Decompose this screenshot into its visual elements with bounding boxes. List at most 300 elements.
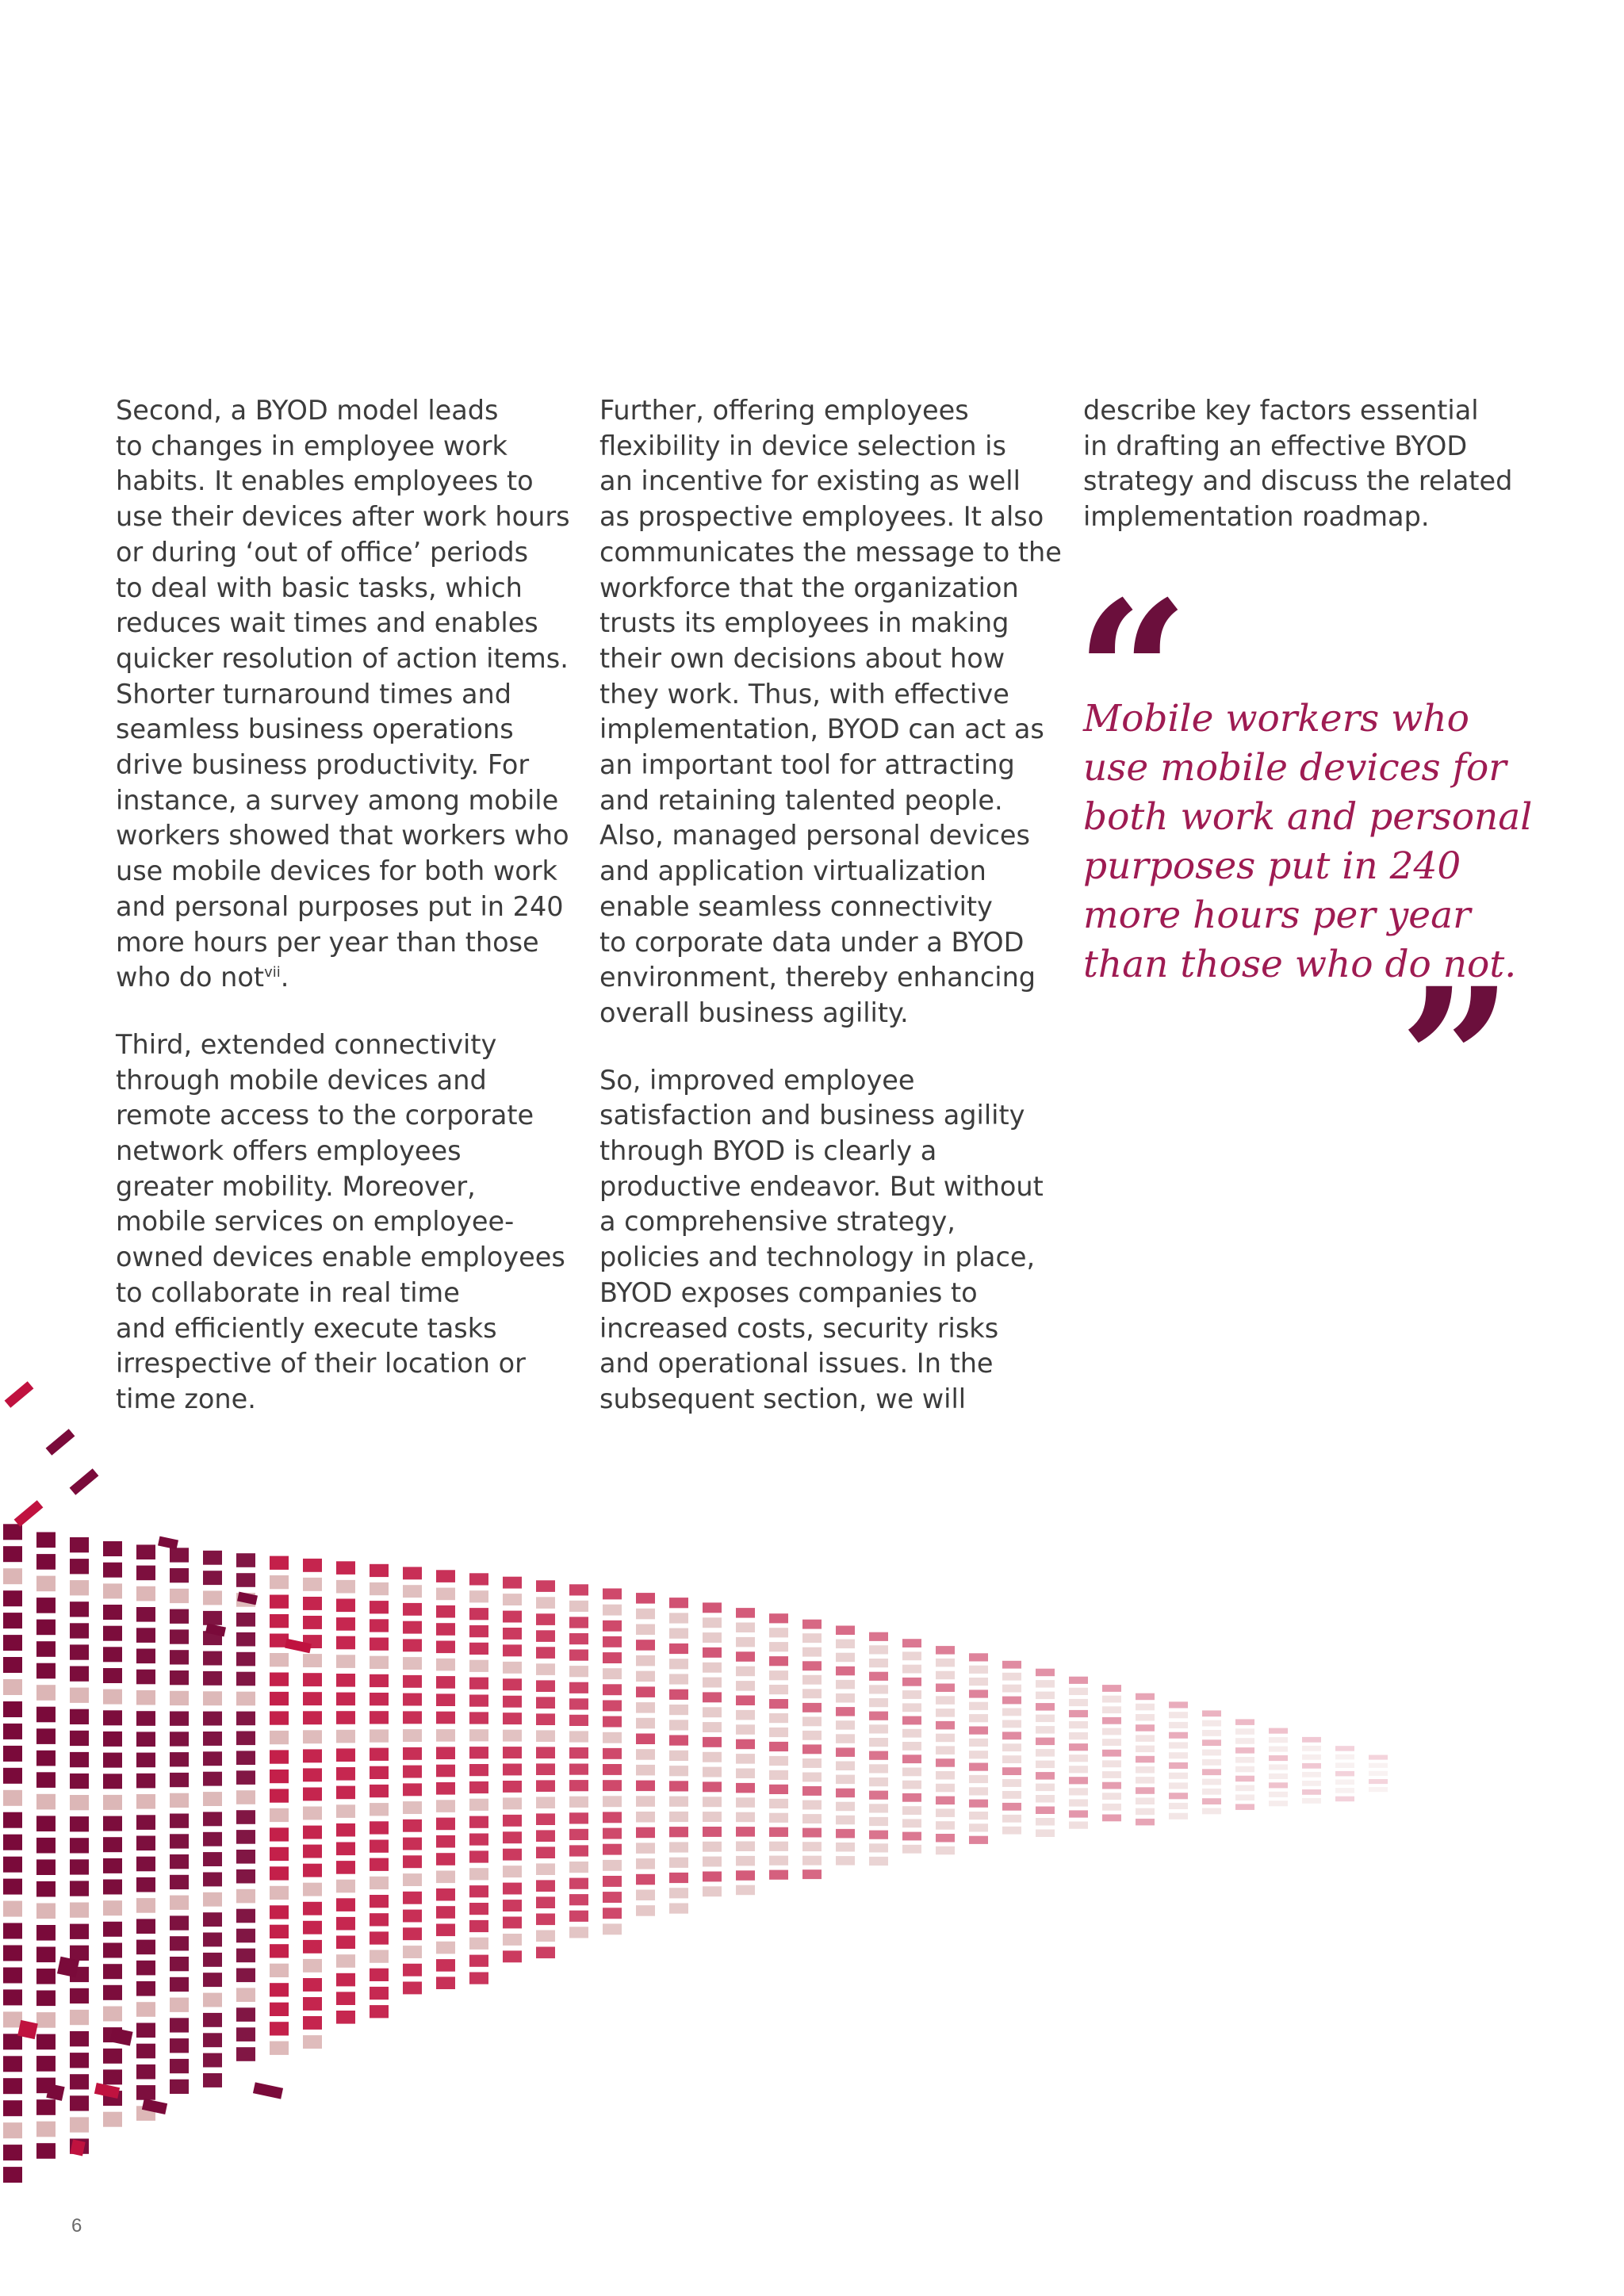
wave-tile	[836, 1816, 855, 1825]
wave-tile	[70, 1667, 89, 1682]
wave-tile	[769, 1756, 788, 1766]
wave-tile	[3, 1524, 22, 1540]
wave-tile	[869, 1764, 888, 1773]
wave-tile	[869, 1777, 888, 1786]
wave-tile	[669, 1613, 688, 1623]
wave-tile	[1002, 1755, 1021, 1763]
wave-tile	[1036, 1772, 1055, 1780]
wave-tile	[1302, 1781, 1321, 1786]
wave-tile	[669, 1827, 688, 1837]
wave-tile	[703, 1767, 722, 1777]
wave-tile	[703, 1797, 722, 1807]
wave-tile	[836, 1667, 855, 1676]
wave-tile	[336, 1730, 355, 1743]
wave-tile	[303, 1711, 322, 1724]
wave-tile	[636, 1640, 655, 1651]
wave-tile	[736, 1856, 755, 1866]
wave-tile	[703, 1842, 722, 1852]
wave-tile	[736, 1739, 755, 1750]
wave-tile	[769, 1670, 788, 1680]
wave-tile	[236, 1830, 255, 1844]
wave-tile	[736, 1667, 755, 1677]
wave-tile	[1069, 1799, 1088, 1806]
wave-tile	[94, 2083, 120, 2099]
wave-tile	[1269, 1747, 1288, 1752]
wave-tile	[336, 1674, 355, 1687]
wave-tile	[136, 1898, 155, 1913]
wave-tile	[270, 2042, 289, 2055]
wave-tile	[236, 1732, 255, 1746]
wave-tile	[802, 1703, 822, 1712]
text-line: BYOD exposes companies to	[599, 1276, 978, 1308]
wave-tile	[136, 1566, 155, 1581]
wave-tile	[703, 1872, 722, 1882]
wave-tile	[403, 1910, 422, 1923]
wave-tile	[236, 1850, 255, 1864]
wave-tile	[36, 1816, 56, 1831]
wave-tile	[36, 1728, 56, 1744]
wave-tile	[902, 1781, 921, 1789]
text-line: an incentive for existing as well	[599, 465, 1021, 497]
text-line: use their devices after work hours	[116, 501, 570, 533]
wave-tile	[3, 2011, 22, 2027]
wave-tile	[869, 1791, 888, 1800]
wave-tile	[1335, 1746, 1354, 1751]
wave-tile	[603, 1908, 622, 1919]
wave-tile	[136, 1670, 155, 1685]
wave-tile	[469, 1590, 488, 1602]
wave-tile	[636, 1718, 655, 1729]
wave-tile	[869, 1724, 888, 1733]
wave-tile	[403, 1657, 422, 1670]
wave-tile	[869, 1685, 888, 1693]
wave-tile	[236, 1751, 255, 1765]
decorative-pixel-wave	[0, 1348, 1624, 2220]
wave-tile	[802, 1620, 822, 1629]
wave-tile	[902, 1806, 921, 1815]
wave-tile	[802, 1647, 822, 1657]
wave-tile	[603, 1780, 622, 1791]
wave-tile	[370, 1748, 389, 1761]
wave-tile	[536, 1797, 555, 1808]
text-line: to deal with basic tasks, which	[116, 572, 523, 603]
wave-tile	[503, 1781, 522, 1793]
wave-tile	[436, 1871, 455, 1884]
wave-tile	[669, 1735, 688, 1746]
wave-tile	[36, 1554, 56, 1570]
wave-tile	[1036, 1680, 1055, 1688]
wave-tile	[1002, 1827, 1021, 1835]
wave-tile	[203, 2053, 222, 2068]
wave-tile	[170, 1896, 189, 1910]
wave-tile	[1136, 1735, 1155, 1742]
wave-tile	[36, 1576, 56, 1592]
paragraph-talent	[599, 393, 1062, 1031]
wave-tile	[236, 1692, 255, 1706]
wave-tile	[636, 1734, 655, 1745]
wave-tile	[3, 1857, 22, 1873]
wave-tile	[503, 1644, 522, 1656]
text-line: satisfaction and business agility	[599, 1100, 1025, 1131]
wave-tile	[503, 1866, 522, 1877]
wave-tile	[469, 1903, 488, 1915]
wave-tile	[569, 1633, 588, 1644]
wave-tile	[303, 1807, 322, 1820]
wave-tile	[236, 2007, 255, 2022]
wave-tile	[636, 1890, 655, 1901]
wave-tile	[902, 1703, 921, 1712]
wave-tile	[1002, 1709, 1021, 1716]
wave-tile	[703, 1678, 722, 1688]
wave-tile	[136, 1753, 155, 1768]
wave-tile	[569, 1617, 588, 1628]
wave-tile	[170, 1629, 189, 1644]
wave-tile	[1036, 1726, 1055, 1734]
body-column-3	[1083, 393, 1527, 567]
wave-tile	[936, 1684, 955, 1693]
wave-tile	[836, 1843, 855, 1852]
wave-tile	[1069, 1699, 1088, 1706]
text-line: irrespective of their location or	[116, 1348, 526, 1380]
wave-tile	[703, 1602, 722, 1613]
text-line: Third, extended connectivity	[116, 1028, 497, 1060]
wave-tile	[736, 1842, 755, 1852]
wave-tile	[1202, 1789, 1221, 1795]
wave-tile	[170, 1670, 189, 1685]
wave-tile	[1136, 1746, 1155, 1753]
text-line: an important tool for attracting	[599, 749, 1015, 781]
wave-tile	[836, 1653, 855, 1663]
wave-tile	[103, 1732, 122, 1747]
wave-tile	[736, 1783, 755, 1793]
wave-tile	[270, 1673, 289, 1686]
wave-tile	[769, 1656, 788, 1666]
wave-tile	[1302, 1789, 1321, 1795]
text-line: remote access to the corporate	[116, 1100, 534, 1131]
wave-tile	[370, 1601, 389, 1613]
wave-tile	[303, 1749, 322, 1762]
wave-tile	[669, 1766, 688, 1776]
wave-tile	[1036, 1749, 1055, 1757]
text-line: policies and technology in place,	[599, 1242, 1036, 1273]
wave-tile	[669, 1644, 688, 1654]
wave-tile	[236, 2047, 255, 2061]
text-line: a comprehensive strategy,	[599, 1206, 956, 1238]
wave-tile	[569, 1666, 588, 1677]
wave-tile	[103, 1605, 122, 1620]
wave-tile	[902, 1639, 921, 1647]
wave-tile	[336, 2011, 355, 2024]
wave-tile	[636, 1702, 655, 1713]
text-line: through mobile devices and	[116, 1064, 487, 1096]
wave-tile	[370, 1693, 389, 1705]
wave-tile	[802, 1661, 822, 1670]
wave-tile	[669, 1598, 688, 1608]
wave-tile	[736, 1797, 755, 1808]
wave-tile	[636, 1781, 655, 1792]
wave-tile	[103, 1647, 122, 1662]
wave-tile	[769, 1713, 788, 1723]
wave-tile	[203, 2073, 222, 2087]
wave-tile	[469, 1747, 488, 1758]
wave-tile	[503, 1730, 522, 1742]
wave-tile	[603, 1605, 622, 1616]
wave-tile	[736, 1623, 755, 1633]
wave-tile	[203, 2013, 222, 2027]
wave-tile	[869, 1698, 888, 1707]
wave-tile	[536, 1880, 555, 1892]
wave-tile	[370, 1840, 389, 1853]
wave-tile	[3, 1724, 22, 1739]
wave-tile	[203, 1712, 222, 1726]
wave-tile	[303, 1730, 322, 1743]
wave-tile	[569, 1650, 588, 1661]
wave-tile	[469, 1973, 488, 1984]
text-line: mobile services on employee-	[116, 1206, 515, 1238]
wave-tile	[936, 1646, 955, 1655]
wave-tile	[1102, 1750, 1121, 1757]
wave-tile	[70, 1468, 99, 1495]
wave-tile	[1169, 1813, 1188, 1820]
wave-tile	[303, 1616, 322, 1629]
wave-tile	[603, 1748, 622, 1759]
text-line: reduces wait times and enables	[116, 607, 538, 639]
text-line: use mobile devices for both work	[116, 855, 557, 887]
wave-tile	[270, 1653, 289, 1667]
wave-tile	[70, 1623, 89, 1638]
wave-tile	[103, 1563, 122, 1578]
wave-tile	[270, 1847, 289, 1861]
wave-tile	[736, 1637, 755, 1647]
wave-tile	[802, 1731, 822, 1740]
wave-tile	[336, 1861, 355, 1874]
wave-tile	[236, 2027, 255, 2042]
wave-tile	[336, 1954, 355, 1968]
wave-tile	[1136, 1704, 1155, 1711]
wave-tile	[1036, 1818, 1055, 1826]
wave-tile	[769, 1842, 788, 1851]
wave-tile	[170, 1752, 189, 1766]
wave-tile	[703, 1647, 722, 1658]
wave-tile	[836, 1789, 855, 1798]
wave-tile	[469, 1938, 488, 1950]
wave-tile	[1069, 1721, 1088, 1728]
wave-tile	[536, 1846, 555, 1858]
open-quote-icon: “	[1075, 557, 1189, 790]
wave-tile	[769, 1613, 788, 1623]
wave-tile	[769, 1785, 788, 1794]
wave-tile	[36, 1969, 56, 1984]
wave-tile	[170, 1548, 189, 1562]
wave-tile	[303, 1978, 322, 1992]
pull-quote-line: than those who do not.	[1083, 943, 1517, 986]
wave-tile	[170, 1568, 189, 1582]
wave-tile	[569, 1698, 588, 1709]
wave-tile	[3, 1923, 22, 1939]
wave-tile	[636, 1812, 655, 1823]
wave-tile	[336, 1804, 355, 1818]
wave-tile	[469, 1885, 488, 1897]
wave-tile	[936, 1659, 955, 1667]
wave-tile	[1335, 1780, 1354, 1785]
wave-tile	[403, 1639, 422, 1651]
wave-tile	[436, 1818, 455, 1831]
wave-tile	[170, 1834, 189, 1848]
wave-tile	[203, 1591, 222, 1605]
wave-tile	[802, 1856, 822, 1866]
footnote-reference: vii	[264, 964, 281, 982]
wave-tile	[36, 1620, 56, 1636]
wave-tile	[136, 1857, 155, 1872]
wave-tile	[902, 1742, 921, 1751]
wave-tile	[902, 1845, 921, 1854]
wave-tile	[170, 1589, 189, 1603]
wave-tile	[1002, 1720, 1021, 1728]
wave-tile	[802, 1814, 822, 1823]
wave-tile	[103, 1710, 122, 1725]
wave-tile	[469, 1764, 488, 1776]
wave-tile	[603, 1812, 622, 1823]
wave-tile	[503, 1849, 522, 1861]
wave-tile	[1002, 1697, 1021, 1705]
wave-tile	[136, 1649, 155, 1664]
wave-tile	[1235, 1728, 1254, 1735]
wave-tile	[536, 1931, 555, 1942]
wave-tile	[1069, 1710, 1088, 1717]
wave-tile	[636, 1593, 655, 1604]
wave-tile	[136, 1877, 155, 1892]
wave-tile	[703, 1632, 722, 1643]
wave-tile	[536, 1580, 555, 1592]
wave-tile	[303, 1559, 322, 1572]
wave-tile	[1202, 1730, 1221, 1736]
wave-tile	[1002, 1732, 1021, 1739]
wave-tile	[536, 1680, 555, 1692]
text-line: quicker resolution of action items.	[116, 642, 569, 674]
wave-tile	[469, 1955, 488, 1967]
wave-tile	[969, 1787, 988, 1795]
wave-tile	[403, 1801, 422, 1814]
wave-tile	[1369, 1779, 1388, 1784]
wave-tile	[603, 1716, 622, 1728]
wave-tile	[469, 1850, 488, 1862]
wave-tile	[669, 1751, 688, 1761]
wave-tile	[836, 1829, 855, 1839]
wave-tile	[436, 1747, 455, 1759]
wave-tile	[1069, 1677, 1088, 1684]
wave-tile	[1202, 1798, 1221, 1804]
text-line: to corporate data under a BYOD	[599, 926, 1025, 958]
wave-tile	[536, 1630, 555, 1642]
wave-tile	[936, 1721, 955, 1730]
wave-tile	[603, 1668, 622, 1679]
wave-tile	[603, 1764, 622, 1775]
wave-tile	[1102, 1717, 1121, 1724]
text-line: or during ‘out of office’ periods	[116, 536, 529, 568]
wave-tile	[336, 1693, 355, 1706]
wave-tile	[469, 1816, 488, 1828]
text-line: and retaining talented people.	[599, 784, 1003, 816]
wave-tile	[70, 1903, 89, 1918]
wave-tile	[70, 1774, 89, 1789]
wave-tile	[802, 1828, 822, 1838]
wave-tile	[303, 1845, 322, 1858]
wave-tile	[1202, 1769, 1221, 1775]
wave-tile	[136, 1732, 155, 1747]
wave-tile	[469, 1920, 488, 1932]
wave-tile	[36, 1598, 56, 1613]
wave-tile	[1036, 1669, 1055, 1677]
wave-tile	[303, 1921, 322, 1934]
wave-tile	[436, 1853, 455, 1866]
wave-tile	[270, 1750, 289, 1763]
wave-tile	[569, 1862, 588, 1873]
wave-tile	[70, 1537, 89, 1552]
wave-tile	[403, 1693, 422, 1706]
wave-tile	[1202, 1779, 1221, 1785]
wave-tile	[936, 1709, 955, 1717]
wave-tile	[203, 1691, 222, 1705]
wave-tile	[769, 1770, 788, 1780]
wave-tile	[969, 1823, 988, 1831]
pull-quote-line: purposes put in 240	[1083, 844, 1461, 888]
wave-tile	[70, 1838, 89, 1853]
text-line: they work. Thus, with effective	[599, 678, 1009, 710]
wave-tile	[103, 1795, 122, 1810]
wave-tile	[70, 1924, 89, 1939]
wave-tile	[969, 1763, 988, 1771]
wave-tile	[403, 1675, 422, 1688]
wave-tile	[1036, 1703, 1055, 1711]
wave-tile	[536, 1647, 555, 1659]
wave-tile	[569, 1584, 588, 1595]
wave-tile	[1169, 1722, 1188, 1728]
wave-tile	[436, 1782, 455, 1795]
wave-tile	[736, 1870, 755, 1881]
wave-tile	[336, 1992, 355, 2005]
wave-tile	[1102, 1739, 1121, 1746]
wave-tile	[1002, 1743, 1021, 1751]
wave-tile	[603, 1923, 622, 1934]
wave-tile	[636, 1624, 655, 1636]
wave-tile	[536, 1663, 555, 1675]
wave-tile	[1036, 1795, 1055, 1803]
wave-tile	[603, 1701, 622, 1712]
wave-tile	[136, 1981, 155, 1996]
wave-tile	[103, 1583, 122, 1598]
wave-tile	[436, 1924, 455, 1937]
wave-tile	[303, 1826, 322, 1839]
wave-tile	[203, 1973, 222, 1987]
wave-tile	[436, 1712, 455, 1724]
wave-tile	[136, 2002, 155, 2017]
wave-tile	[1036, 1784, 1055, 1792]
wave-tile	[203, 1651, 222, 1666]
text-line: time zone.	[116, 1383, 256, 1414]
text-line: trusts its employees in making	[599, 607, 1009, 639]
wave-tile	[403, 1855, 422, 1868]
wave-tile	[1369, 1771, 1388, 1776]
wave-tile	[36, 1881, 56, 1897]
wave-tile	[1269, 1755, 1288, 1761]
wave-tile	[103, 1880, 122, 1895]
wave-tile	[1002, 1791, 1021, 1799]
wave-tile	[370, 2005, 389, 2018]
wave-tile	[236, 1770, 255, 1785]
wave-tile	[802, 1869, 822, 1879]
close-quote-icon: ”	[1399, 944, 1513, 1177]
wave-tile	[769, 1813, 788, 1823]
